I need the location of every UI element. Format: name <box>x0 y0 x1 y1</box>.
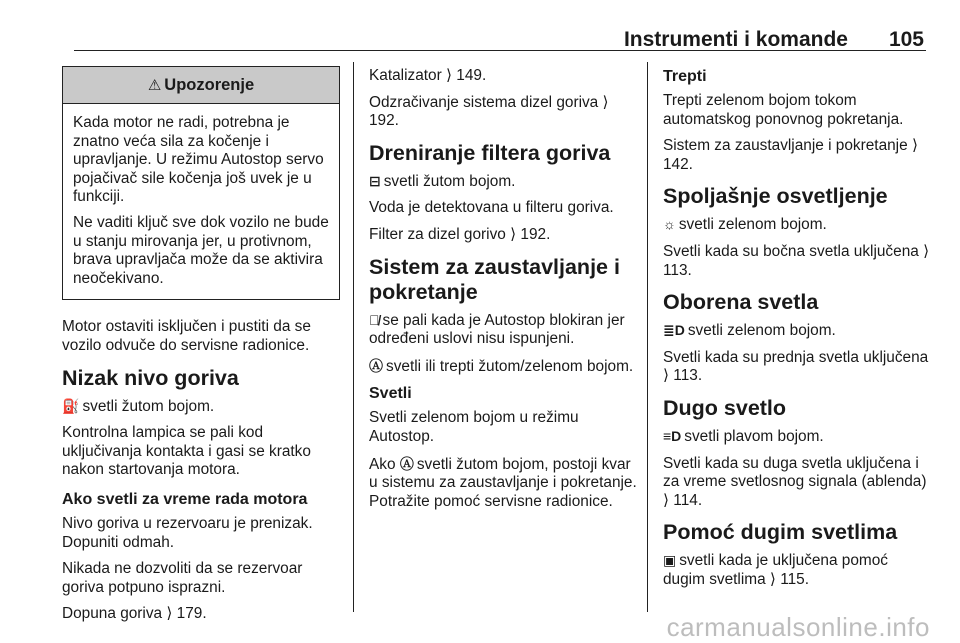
chapter-title: Instrumenti i komande <box>623 28 848 51</box>
fuel-pump-icon: ⛽ <box>62 397 80 414</box>
low-beam-paragraph-1: Svetli kada su prednja svetla uključena ⟩ 113. <box>663 348 929 385</box>
low-beam-icon-text: svetli zelenom bojom. <box>687 322 836 340</box>
stop-line-1 <box>369 311 637 349</box>
fuel-paragraph-3: Nikada ne dozvoliti da se rezervoar goriva potpuno isprazni. <box>62 560 303 596</box>
column-3 <box>663 67 933 598</box>
high-beam-icon: ≡D <box>663 427 682 444</box>
filter-icon-line <box>369 172 637 192</box>
column-1 <box>62 64 340 632</box>
warning-heading-text: Upozorenje <box>164 76 255 94</box>
fuel-paragraph-1: Kontrolna lampica se pali kod uključivanja kontakta i gasi se kratko nakon startovanja motora. <box>62 424 311 479</box>
watermark: carmanualsonline.info <box>666 612 930 642</box>
warning-paragraph-2: Ne vaditi ključ sve dok vozilo ne bude u stanju mirovanja jer, u protivnom, brava upravljača može da se aktivira neočekivano. <box>73 213 329 287</box>
high-beam-icon-line <box>663 427 933 447</box>
assist-icon-line <box>663 551 933 589</box>
column-2 <box>369 67 637 519</box>
warning-paragraph-1: Kada motor ne radi, potrebna je znatno veća sila za kočenje i upravljanje. U režimu Autostop servo pojačivač sile kočenja još uvek je u funkciji. <box>73 114 324 206</box>
exterior-icon-line <box>663 215 933 235</box>
fuel-filter-icon: ⊟ <box>369 172 381 189</box>
warning-heading <box>63 67 339 104</box>
autostop-icon: Ⓐ <box>369 357 383 374</box>
stop-paragraph-2 <box>369 455 637 512</box>
section-title-high-beam-assist: Pomoć dugim svetlima <box>663 520 898 545</box>
low-beam-icon: ≣D <box>663 322 685 339</box>
autostop-icon-inline: Ⓐ <box>399 455 414 472</box>
warning-box <box>62 66 340 300</box>
intro-paragraph: Motor ostaviti isključen i pustiti da se vozilo odvuče do servisne radionice. <box>62 318 311 354</box>
filter-icon-text: svetli žutom bojom. <box>383 172 516 190</box>
high-beam-icon-text: svetli plavom bojom. <box>684 427 824 445</box>
warning-body <box>63 104 339 299</box>
section-title-stop-start: Sistem za zaustavljanje i pokretanje <box>369 254 620 304</box>
filter-paragraph-1: Voda je detektovana u filteru goriva. <box>369 199 614 217</box>
high-beam-assist-icon: ▣ <box>663 552 677 569</box>
exterior-paragraph-1: Svetli kada su bočna svetla uključena ⟩ 113. <box>663 242 930 279</box>
column-divider-2 <box>647 62 648 612</box>
stop-line-1-text: se pali kada je Autostop blokiran jer određeni uslovi nisu ispunjeni. <box>369 311 625 348</box>
autostop-off-icon: Ⓐ̸ <box>369 311 380 328</box>
stop-line-2-text: svetli ili trepti žutom/zelenom bojom. <box>386 357 634 375</box>
fuel-paragraph-4: Dopuna goriva ⟩ 179. <box>62 605 207 623</box>
fuel-subheading: Ako svetli za vreme rada motora <box>62 490 308 508</box>
assist-icon-text: svetli kada je uključena pomoć dugim svetlima ⟩ 115. <box>663 552 888 588</box>
odzracivanje-ref: Odzračivanje sistema dizel goriva ⟩ 192. <box>369 93 609 130</box>
stop-subheading: Svetli <box>369 385 412 403</box>
page-header <box>74 26 926 51</box>
page-number: 105 <box>888 28 924 51</box>
exterior-icon-text: svetli zelenom bojom. <box>678 216 827 234</box>
trepti-paragraph-1: Trepti zelenom bojom tokom automatskog ponovnog pokretanja. <box>663 92 904 128</box>
stop-p2-pre: Ako <box>369 455 396 473</box>
katalizator-ref: Katalizator ⟩ 149. <box>369 67 487 84</box>
section-title-exterior: Spoljašnje osvetljenje <box>663 184 888 209</box>
section-title-high-beam: Dugo svetlo <box>663 395 787 420</box>
stop-line-2 <box>369 357 637 377</box>
section-title-low-beam: Oborena svetla <box>663 290 819 315</box>
fuel-icon-line <box>62 397 340 417</box>
high-beam-paragraph-1: Svetli kada su duga svetla uključena i za vreme svetlosnog signala (ablenda) ⟩ 114. <box>663 454 927 509</box>
low-beam-icon-line <box>663 321 933 341</box>
section-title-fuel: Nizak nivo goriva <box>62 365 239 390</box>
filter-paragraph-2: Filter za dizel gorivo ⟩ 192. <box>369 225 551 243</box>
warning-triangle-icon: ⚠ <box>147 77 162 94</box>
side-light-icon: ☼ <box>663 216 676 233</box>
stop-paragraph-1: Svetli zelenom bojom u režimu Autostop. <box>369 409 579 445</box>
fuel-paragraph-2: Nivo goriva u rezervoaru je prenizak. Dopuniti odmah. <box>62 514 313 551</box>
stop-p2-post: svetli žutom bojom, postoji kvar u sistemu za zaustavljanje i pokretanje. Potražite pomoć servisne radionice. <box>369 455 637 510</box>
fuel-icon-text: svetli žutom bojom. <box>82 397 215 415</box>
trepti-subheading: Trepti <box>663 68 707 85</box>
trepti-paragraph-2: Sistem za zaustavljanje i pokretanje ⟩ 142. <box>663 137 918 173</box>
section-title-filter: Dreniranje filtera goriva <box>369 140 611 165</box>
column-divider-1 <box>353 62 354 612</box>
